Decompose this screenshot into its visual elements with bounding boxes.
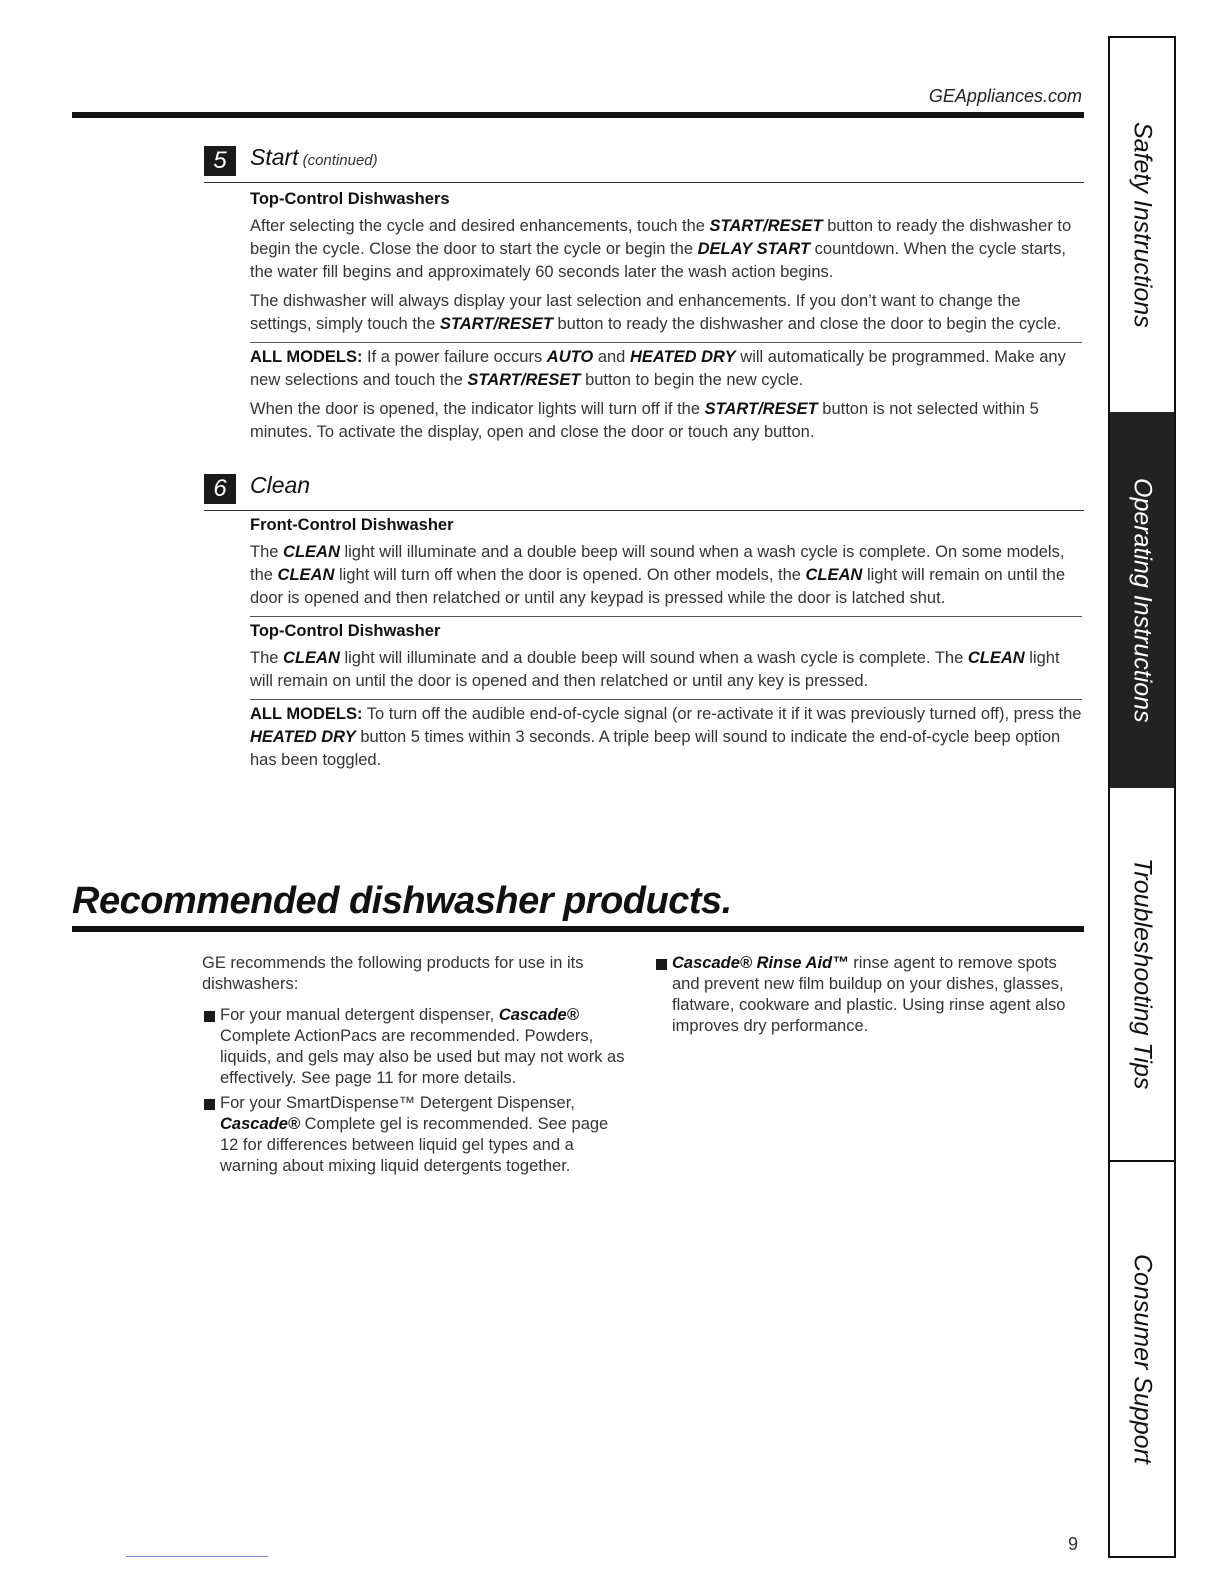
products-title: Recommended dishwasher products. — [72, 880, 732, 922]
tab-label: Safety Instructions — [1128, 122, 1157, 328]
front-control-heading: Front-Control Dishwasher — [250, 516, 454, 534]
clean-paragraph-1: The CLEAN light will illuminate and a double beep will sound when a wash cycle is complete. On some models, the CLEAN light will turn off when the door is opened. On other models, the CLEAN light will remain on until the door is opened and then relatched or until any keypad is pressed while the door is latched shut. — [250, 543, 1066, 607]
section-title-clean: Clean — [250, 472, 311, 498]
products-right-column — [654, 953, 1082, 1041]
product-bullet-1: For your manual detergent dispenser, Cascade® Complete ActionPacs are recommended. Powders, liquids, and gels may also be used but may not work as effectively. See page 11 for more details. — [202, 1005, 630, 1089]
tab-safety-instructions[interactable] — [1110, 38, 1174, 412]
products-left-column — [202, 953, 630, 1181]
top-control-heading-clean: Top-Control Dishwasher — [250, 616, 1082, 643]
step-badge-6: 6 — [204, 474, 236, 504]
footer-line — [126, 1556, 268, 1557]
header-rule — [72, 112, 1084, 118]
tab-troubleshooting-tips[interactable] — [1110, 788, 1174, 1160]
tab-label: Troubleshooting Tips — [1128, 858, 1157, 1090]
tab-consumer-support[interactable] — [1110, 1160, 1174, 1556]
page-number: 9 — [1068, 1534, 1079, 1554]
clean-paragraph-2: The CLEAN light will illuminate and a double beep will sound when a wash cycle is complete. The CLEAN light will remain on until the door is opened and then relatched or until any key is pressed. — [250, 649, 1060, 690]
products-intro: GE recommends the following products for use in its dishwashers: — [202, 954, 584, 993]
section-title-text: Start — [250, 144, 299, 170]
section-title-start — [250, 144, 378, 171]
section-clean-content — [250, 514, 1082, 778]
start-paragraph-4: When the door is opened, the indicator lights will turn off if the START/RESET button is not selected within 5 minutes. To activate the display, open and close the door or touch any button. — [250, 400, 1039, 441]
section-clean-header — [204, 472, 1084, 511]
tab-label: Operating Instructions — [1128, 477, 1157, 723]
tab-label: Consumer Support — [1128, 1254, 1157, 1464]
products-rule — [72, 926, 1084, 932]
start-paragraph-2: The dishwasher will always display your last selection and enhancements. If you don’t want to change the settings, simply touch the START/RESET button to ready the dishwasher and close the door to begin the cycle. — [250, 292, 1062, 333]
side-tabs — [1108, 36, 1176, 1558]
start-paragraph-1: After selecting the cycle and desired enhancements, touch the START/RESET button to ready the dishwasher to begin the cycle. Close the door to start the cycle or begin the DELAY START countdown. When the cycle starts, the water fill begins and approximately 60 seconds later the wash action begins. — [250, 217, 1072, 281]
section-start-content — [250, 188, 1082, 450]
start-paragraph-all-models: ALL MODELS: If a power failure occurs AUTO and HEATED DRY will automatically be programmed. Make any new selections and touch the START/RESET button to begin the new cycle. — [250, 342, 1082, 392]
clean-paragraph-all-models: ALL MODELS: To turn off the audible end-of-cycle signal (or re-activate it if it was previously turned off), press the HEATED DRY button 5 times within 3 seconds. A triple beep will sound to indicate the end-of-cycle beep option has been toggled. — [250, 699, 1082, 772]
top-control-heading: Top-Control Dishwashers — [250, 190, 450, 208]
step-badge-5: 5 — [204, 146, 236, 176]
section-start-header — [204, 144, 1084, 183]
tab-operating-instructions[interactable] — [1110, 412, 1174, 788]
product-bullet-3: Cascade® Rinse Aid™ rinse agent to remove spots and prevent new film buildup on your dishes, glasses, flatware, cookware and plastic. Using rinse agent also improves dry performance. — [654, 953, 1082, 1037]
product-bullet-2: For your SmartDispense™ Detergent Dispenser, Cascade® Complete gel is recommended. See page 12 for differences between liquid gel types and a warning about mixing liquid detergents together. — [202, 1093, 630, 1177]
site-url: GEAppliances.com — [928, 86, 1082, 106]
section-subtitle: (continued) — [302, 152, 378, 169]
